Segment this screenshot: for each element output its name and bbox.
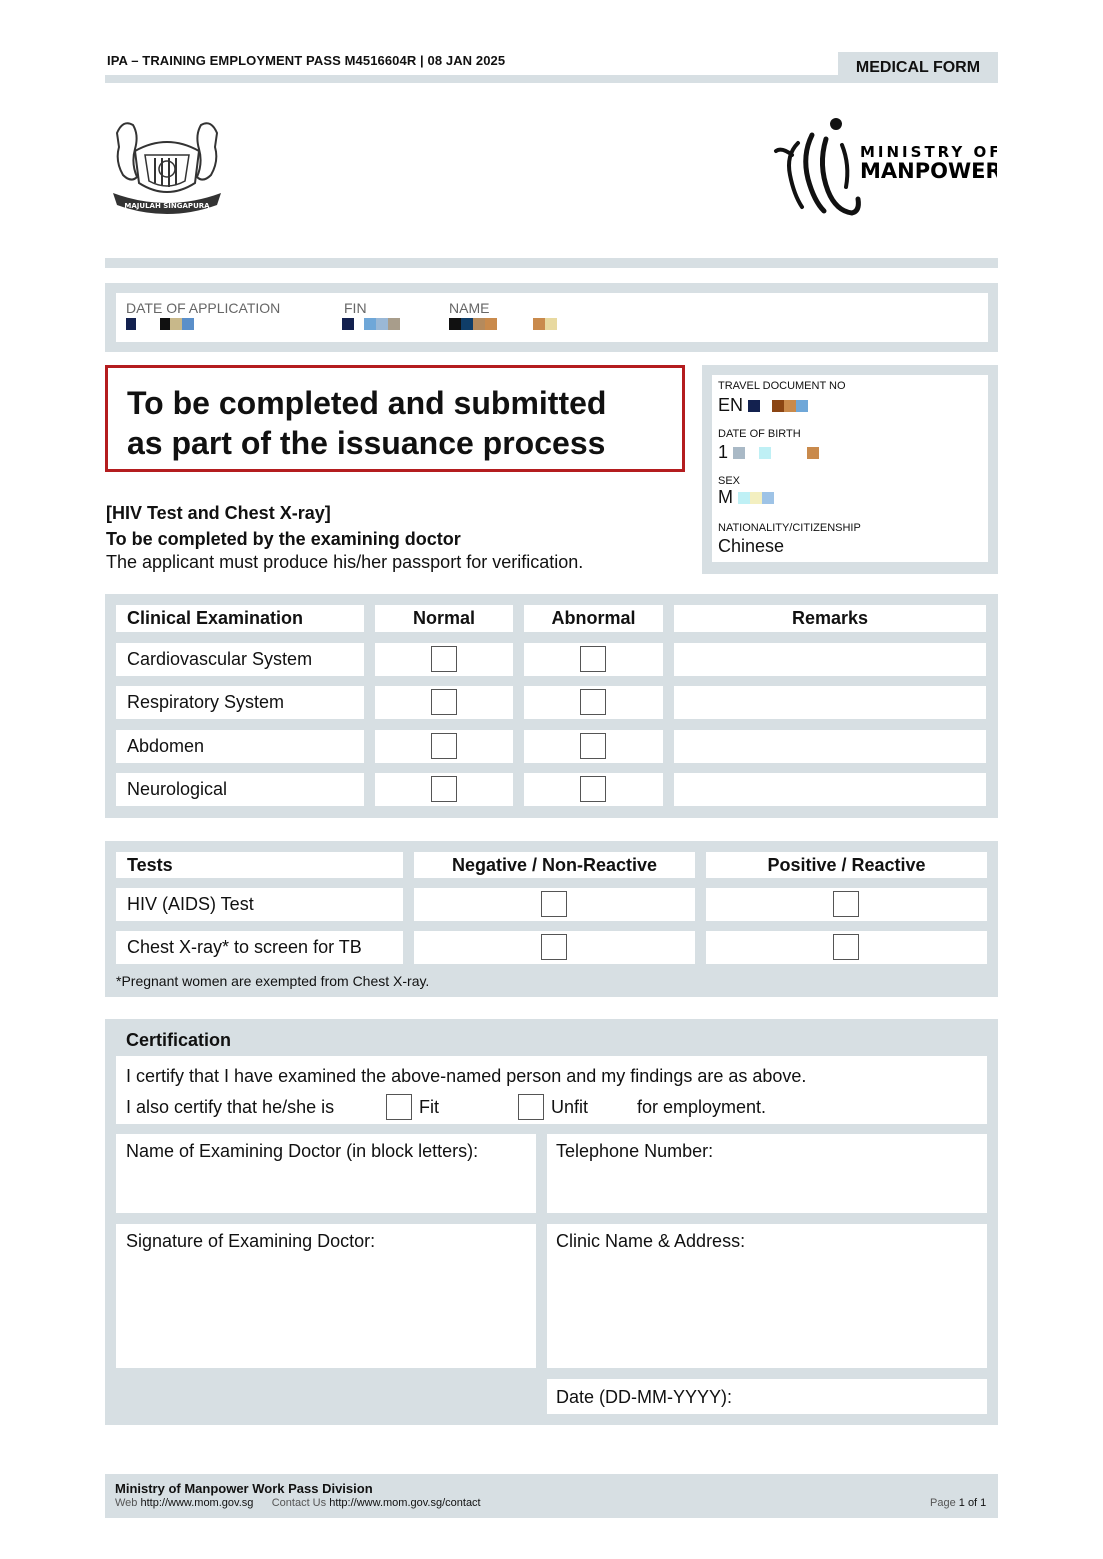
clinical-row-abdomen: Abdomen xyxy=(116,730,364,763)
issuance-notice xyxy=(105,365,685,472)
svg-text:MINISTRY OF: MINISTRY OF xyxy=(860,143,997,161)
medical-form-label: MEDICAL FORM xyxy=(838,52,998,83)
xray-positive-cell xyxy=(706,931,987,964)
ministry-of-manpower-logo xyxy=(772,115,997,220)
fit-checkbox[interactable] xyxy=(386,1094,412,1120)
respiratory-normal-cell xyxy=(375,686,513,719)
neurological-remarks-field[interactable] xyxy=(674,773,986,806)
respiratory-abnormal-cell xyxy=(524,686,663,719)
nationality-value: Chinese xyxy=(718,536,785,556)
hiv-positive-cell xyxy=(706,888,987,921)
for-employment-label: for employment. xyxy=(637,1097,767,1117)
sex-value: M xyxy=(718,487,774,508)
separator-bar xyxy=(105,258,998,268)
section-title: [HIV Test and Chest X-ray] xyxy=(106,503,331,523)
test-row-hiv: HIV (AIDS) Test xyxy=(116,888,403,921)
date-of-application-label: DATE OF APPLICATION xyxy=(126,300,281,316)
abdomen-abnormal-checkbox[interactable] xyxy=(580,733,606,759)
notice-line-2: as part of the issuance process xyxy=(127,425,606,461)
travel-document-label: TRAVEL DOCUMENT NO xyxy=(718,380,846,392)
pregnancy-note: *Pregnant women are exempted from Chest X-ray. xyxy=(116,973,430,989)
singapore-crest-logo xyxy=(105,113,230,216)
completed-by-doctor: To be completed by the examining doctor xyxy=(106,529,461,549)
passport-instruction: The applicant must produce his/her passport for verification. xyxy=(106,552,584,572)
clinical-header-exam: Clinical Examination xyxy=(116,605,364,632)
clinical-header-abnormal: Abnormal xyxy=(524,605,663,632)
abdomen-abnormal-cell xyxy=(524,730,663,763)
cardiovascular-remarks-field[interactable] xyxy=(674,643,986,676)
certification-statement-box xyxy=(116,1056,987,1124)
cardiovascular-normal-cell xyxy=(375,643,513,676)
travel-document-value: EN xyxy=(718,395,808,416)
footer-links: Web http://www.mom.gov.sg Contact Us http://www.mom.gov.sg/contact xyxy=(115,1497,481,1509)
hiv-negative-cell xyxy=(414,888,695,921)
pass-title: IPA – TRAINING EMPLOYMENT PASS M4516604R | 08 JAN 2025 xyxy=(107,53,506,68)
respiratory-abnormal-checkbox[interactable] xyxy=(580,689,606,715)
application-info-box xyxy=(116,293,988,342)
telephone-label: Telephone Number: xyxy=(556,1141,714,1161)
neurological-normal-cell xyxy=(375,773,513,806)
name-label: NAME xyxy=(449,300,490,316)
xray-negative-cell xyxy=(414,931,695,964)
date-of-application-value xyxy=(126,317,194,335)
certification-line-1: I certify that I have examined the above-named person and my findings are as above. xyxy=(126,1066,807,1086)
hiv-positive-checkbox[interactable] xyxy=(833,891,859,917)
nationality-label: NATIONALITY/CITIZENSHIP xyxy=(718,522,861,534)
xray-positive-checkbox[interactable] xyxy=(833,934,859,960)
sex-label: SEX xyxy=(718,475,741,487)
clinic-address-label: Clinic Name & Address: xyxy=(556,1231,746,1251)
clinical-row-neurological: Neurological xyxy=(116,773,364,806)
cardiovascular-normal-checkbox[interactable] xyxy=(431,646,457,672)
tests-header-positive: Positive / Reactive xyxy=(706,852,987,878)
abdomen-remarks-field[interactable] xyxy=(674,730,986,763)
respiratory-normal-checkbox[interactable] xyxy=(431,689,457,715)
signature-label: Signature of Examining Doctor: xyxy=(126,1231,376,1251)
cardiovascular-abnormal-cell xyxy=(524,643,663,676)
date-of-birth-label: DATE OF BIRTH xyxy=(718,428,801,440)
clinical-header-normal: Normal xyxy=(375,605,513,632)
name-value xyxy=(449,317,557,335)
unfit-label: Unfit xyxy=(551,1097,589,1117)
cardiovascular-abnormal-checkbox[interactable] xyxy=(580,646,606,672)
neurological-abnormal-checkbox[interactable] xyxy=(580,776,606,802)
personal-info-box xyxy=(712,375,988,562)
abdomen-normal-checkbox[interactable] xyxy=(431,733,457,759)
page-number: Page 1 of 1 xyxy=(930,1497,987,1509)
unfit-checkbox[interactable] xyxy=(518,1094,544,1120)
signature-field[interactable] xyxy=(116,1224,536,1368)
test-row-chest-xray: Chest X-ray* to screen for TB xyxy=(116,931,403,964)
doctor-name-field[interactable] xyxy=(116,1134,536,1213)
certification-line-2-prefix: I also certify that he/she is xyxy=(126,1097,335,1117)
abdomen-normal-cell xyxy=(375,730,513,763)
respiratory-remarks-field[interactable] xyxy=(674,686,986,719)
certification-title: Certification xyxy=(126,1030,232,1050)
neurological-normal-checkbox[interactable] xyxy=(431,776,457,802)
tests-header-tests: Tests xyxy=(116,852,403,878)
contact-link[interactable]: http://www.mom.gov.sg/contact xyxy=(329,1497,481,1509)
date-of-birth-value: 1 xyxy=(718,442,819,463)
neurological-abnormal-cell xyxy=(524,773,663,806)
hiv-negative-checkbox[interactable] xyxy=(541,891,567,917)
svg-text:MAJULAH SINGAPURA: MAJULAH SINGAPURA xyxy=(124,202,210,210)
tests-header-negative: Negative / Non-Reactive xyxy=(414,852,695,878)
telephone-field[interactable] xyxy=(547,1134,987,1213)
svg-text:MANPOWER: MANPOWER xyxy=(860,159,997,183)
fin-label: FIN xyxy=(344,300,367,316)
date-label: Date (DD-MM-YYYY): xyxy=(556,1387,733,1407)
fit-label: Fit xyxy=(419,1097,439,1117)
date-field[interactable] xyxy=(547,1379,987,1414)
doctor-name-label: Name of Examining Doctor (in block letters): xyxy=(126,1141,479,1161)
clinic-address-field[interactable] xyxy=(547,1224,987,1368)
footer-org: Ministry of Manpower Work Pass Division xyxy=(115,1481,373,1496)
notice-line-1: To be completed and submitted xyxy=(127,385,607,421)
clinical-row-cardiovascular: Cardiovascular System xyxy=(116,643,364,676)
xray-negative-checkbox[interactable] xyxy=(541,934,567,960)
web-link[interactable]: http://www.mom.gov.sg xyxy=(140,1497,254,1509)
fin-value xyxy=(342,317,400,335)
clinical-header-remarks: Remarks xyxy=(674,605,986,632)
clinical-row-respiratory: Respiratory System xyxy=(116,686,364,719)
